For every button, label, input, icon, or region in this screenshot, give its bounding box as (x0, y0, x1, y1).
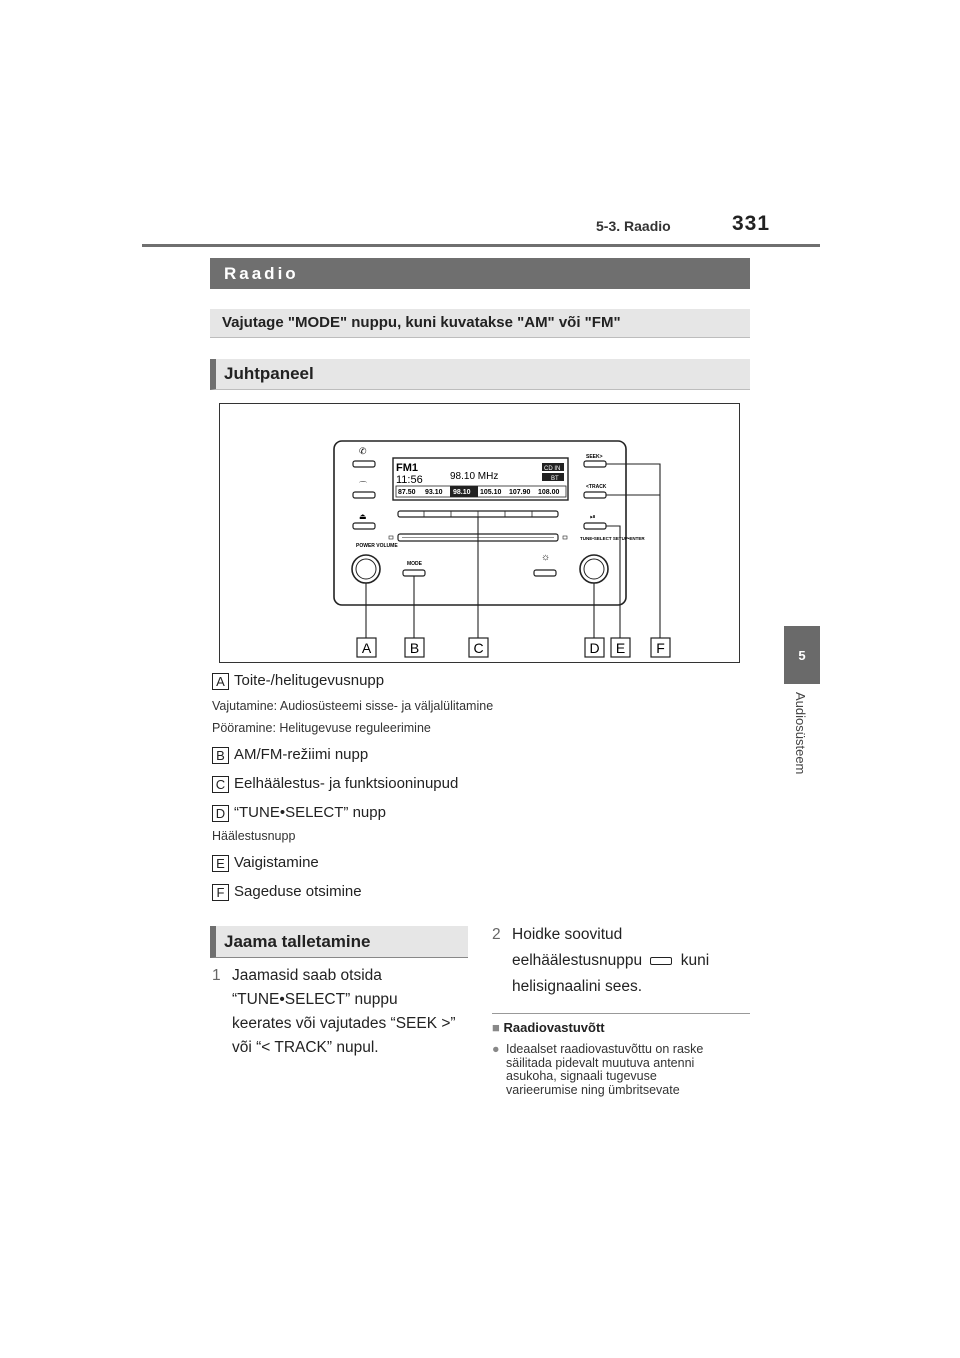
control-panel-figure (219, 403, 740, 663)
note-line-1: Ideaalset raadiovastuvõttu on raske (506, 1042, 704, 1056)
note-line-3: asukoha, signaali tugevuse (506, 1069, 657, 1083)
item-a-detail-1: Vajutamine: Audiosüsteemi sisse- ja väljalülitamine (212, 699, 494, 713)
item-label-a: A (212, 673, 229, 690)
callout-d: D (589, 640, 600, 656)
note-heading-row (492, 1020, 605, 1035)
radio-illustration (220, 404, 739, 662)
track-button (584, 492, 606, 498)
mode-button (403, 570, 425, 576)
callout-e: E (615, 640, 626, 656)
note-line-2: säilitada pidevalt muutuva antenni (506, 1055, 695, 1070)
bt-badge-text: BT (551, 476, 559, 482)
item-d-detail-1: Häälestusnupp (212, 829, 296, 843)
item-b (212, 746, 368, 764)
seek-button (584, 461, 606, 467)
preset-1: 87.50 (398, 489, 416, 496)
power-label: POWER VOLUME (356, 543, 398, 549)
step-1 (212, 964, 472, 1060)
preset-3: 98.10 (453, 489, 471, 496)
chapter-title: Audiosüsteem (793, 692, 808, 775)
item-text-d: “TUNE•SELECT” nupp (234, 804, 386, 821)
control-panel-heading: Juhtpaneel (210, 359, 750, 390)
eject-icon: ⏏ (359, 512, 367, 521)
display-clock: 11:56 (396, 474, 423, 486)
section-heading: Raadio (210, 258, 750, 289)
step-2-line-2b: kuni (680, 952, 710, 969)
preset-2: 93.10 (425, 489, 443, 496)
circle-bullet-icon: ● (492, 1042, 500, 1056)
brightness-icon: ☼ (541, 552, 551, 563)
callout-c: C (473, 640, 484, 656)
brightness-button (534, 570, 556, 576)
mode-label: MODE (407, 561, 422, 567)
display-band: FM1 (396, 462, 418, 474)
item-e (212, 854, 319, 872)
track-label: <TRACK (586, 484, 607, 490)
page-number: 331 (732, 212, 771, 235)
item-f (212, 883, 362, 901)
item-label-f: F (212, 884, 229, 901)
hangup-button (353, 492, 375, 498)
callout-f: F (656, 640, 665, 656)
note-divider (492, 1013, 750, 1014)
step-2-line-3: helisignaalini sees. (512, 978, 643, 995)
note-heading: Raadiovastuvõtt (503, 1020, 605, 1035)
step-1-line-2: “TUNE•SELECT” nuppu (232, 991, 398, 1008)
instruction-band: Vajutage "MODE" nuppu, kuni kuvatakse "AM" või "FM" (210, 309, 750, 338)
tune-label: TUNE•SELECT SETUP•ENTER (580, 536, 645, 541)
mute-button (584, 523, 606, 529)
callouts (357, 638, 670, 657)
preset-row (396, 486, 566, 497)
item-label-d: D (212, 805, 229, 822)
item-text-a: Toite-/helitugevusnupp (234, 672, 385, 689)
header-rule (142, 244, 820, 247)
step-2-line-1: Hoidke soovitud (512, 926, 623, 943)
step-1-number: 1 (212, 967, 221, 984)
tune-knob-inner (584, 559, 604, 579)
power-knob-inner (356, 559, 376, 579)
display-frequency: 98.10 MHz (450, 471, 499, 482)
preset-4: 105.10 (480, 489, 502, 496)
note-line-4: varieerumise ning ümbritsevate (506, 1082, 680, 1097)
phone-button (353, 461, 375, 467)
chapter-tab: 5 (784, 626, 820, 684)
step-2 (492, 923, 752, 999)
station-storage-heading: Jaama talletamine (210, 926, 468, 958)
item-d (212, 804, 386, 822)
phone-icon: ✆ (359, 446, 367, 456)
item-text-e: Vaigistamine (234, 854, 319, 871)
seek-label: SEEK> (586, 454, 603, 460)
hangup-icon: ⌒ (359, 481, 367, 490)
item-a (212, 672, 384, 690)
eject-button (353, 523, 375, 529)
step-1-line-3: keerates või vajutades “SEEK >” (232, 1015, 456, 1032)
item-text-f: Sageduse otsimine (234, 883, 362, 900)
item-label-e: E (212, 855, 229, 872)
item-text-b: AM/FM-režiimi nupp (234, 746, 369, 763)
step-2-number: 2 (492, 926, 501, 943)
step-1-line-1: Jaamasid saab otsida (232, 967, 382, 984)
cd-badge-text: CD IN (544, 466, 561, 472)
item-c (212, 775, 458, 793)
item-a-detail-2: Pööramine: Helitugevuse reguleerimine (212, 721, 431, 735)
callout-a: A (361, 640, 372, 656)
note-bullet (492, 1043, 750, 1097)
preset-6: 108.00 (538, 489, 560, 496)
item-label-b: B (212, 747, 229, 764)
section-title: 5-3. Raadio (596, 218, 671, 234)
step-1-line-4: või “< TRACK” nupul. (232, 1039, 379, 1056)
step-2-line-2a: eelhäälestusnuppu (512, 952, 643, 969)
preset-5: 107.90 (509, 489, 531, 496)
callout-b: B (409, 640, 420, 656)
item-text-c: Eelhäälestus- ja funktsiooninupud (234, 775, 459, 792)
square-bullet-icon: ■ (492, 1020, 500, 1035)
item-label-c: C (212, 776, 229, 793)
play-pause-icon: ⏯ (590, 514, 596, 521)
preset-button-icon (650, 957, 672, 965)
